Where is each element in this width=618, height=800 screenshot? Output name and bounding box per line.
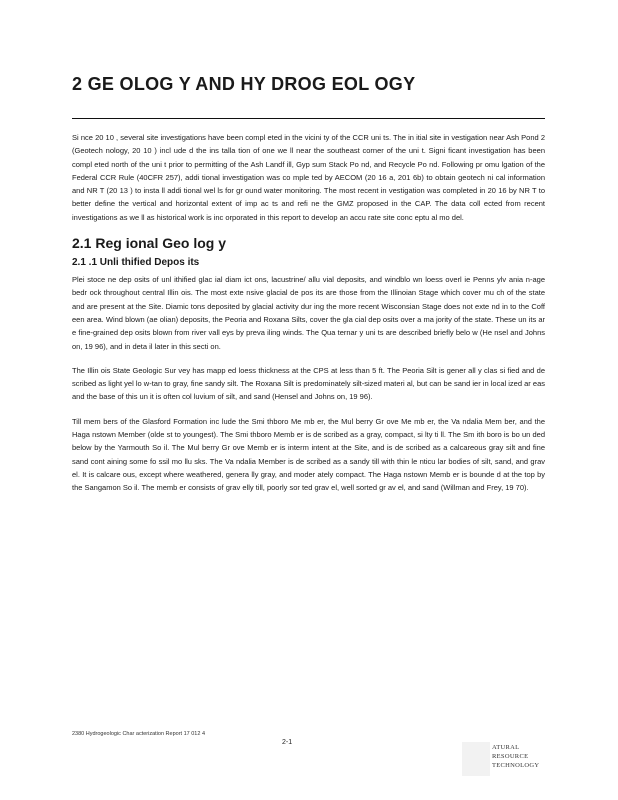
paragraph-deposits: Plei stoce ne dep osits of unl ithified glac ial diam ict ons, lacustrine/ allu vial deposits, and windblo wn loess overl ie Penns ylv ania n-age bedr ock throughout central Illin ois. The most exte nsive glacial de pos its are those from the Illinoian Stage which cover mu ch of the state and are present at the Site. Diamic tons deposited by glacial activity dur ing the more recent Wisconsian Stage does not exte nd in to the Coff een area. Wind blown (ae olian) deposits, the Peoria and Roxana Silts, cover the gla cial dep osits over a ma jority of the state. These un its ar e fine-grained dep osits blown from river vall eys by preva iling winds. The Qua ternar y uni ts are described briefly belo w (He nsel and Johns on, 19 96), and in deta il later in this secti on. [72,275,545,351]
page-number: 2-1 [282,739,293,746]
paragraph-till: Till mem bers of the Glasford Formation inc lude the Smi thboro Me mb er, the Mul berry Gr ove Me mb er, the Va ndalia Mem ber, and the Haga nstown Member (olde st to youngest). The Smi thboro Memb er is de scribed as a gray, compact, si lty ti ll. The Sm ith boro is bo un ded below by the Yarmouth So il. The Mul berry Gr ove Memb er is interm intent at the Site, and is de scribed as a calcareous gray silt and fine sand cont aining some fo ssil mo llu sks. The Va ndalia Member is de scribed as a sandy till with thin le nticu lar bodies of silt, sand, and grav el. It is calcare ous, except where weathered, genera lly gray, and moder ately compact. The Haga nstown Memb er is bounde d at the top by the Sangamon So il. The memb er consists of grav elly till, poorly sor ted grav el, well sorted gr av el, and sand (Willman and Frey, 19 70). [72,416,545,493]
chapter-title: 2 GE OLOG Y AND HY DROG EOL OGY [72,74,416,94]
title-rule [72,118,545,119]
document-body [72,131,545,506]
logo-line-2: RESOURCE [492,753,529,760]
company-logo [462,740,552,776]
section-title: 2.1 Reg ional Geo log y [72,235,227,252]
footer-report-title: 2380 Hydrogeologic Char acterization Report 17 012 4 [72,731,205,737]
logo-mark-icon [462,742,490,776]
logo-text [492,743,539,770]
logo-line-3: TECHNOLOGY [492,762,540,769]
paragraph-loess: The Illin ois State Geologic Sur vey has mapp ed loess thickness at the CPS at less than 5 ft. The Peoria Silt is gener all y clas si fied and de scribed as light yel lo w-tan to gray, fine sandy silt. The Roxana Silt is predominately silt-sized materi al, but can be sand ier in local ized ar eas and the base of this un it is often col luvium of silt, and sand (Hensel and Johns on, 19 96). [72,365,545,402]
intro-paragraph: Si nce 20 10 , several site investigations have been compl eted in the vicini ty of the CCR uni ts. The in itial site in vestigation near Ash Pond 2 (Geotech nology, 20 10 ) incl ude d the ins talla tion of one we ll near the southeast corner of the uni t. Signi ficant investigation has been compl eted north of the uni t prior to permitting of the Ash Landf ill, Gyp sum Stack Po nd, and Recycle Po nd. Following pr omu lgation of the Federal CCR Rule (40CFR 257), addi tional investigation was co mple ted by AECOM (20 16 a, 201 6b) to obtain geotech ni cal information and NR T (20 13 ) to insta ll addi tional wel ls for gr ound water monitoring. The most recent in vestigation was completed in 20 16 by NR T to better define the vertical and horizontal extent of imp ac ts and refi ne the GMZ proposed in the CAP. The data coll ected from recent investigations as we ll as historical work is inc orporated in this report to develop an accu rate site conc eptu al mo del. [72,133,545,222]
subsection-title: 2.1 .1 Unli thified Depos its [72,257,200,269]
logo-line-1: ATURAL [492,744,520,751]
